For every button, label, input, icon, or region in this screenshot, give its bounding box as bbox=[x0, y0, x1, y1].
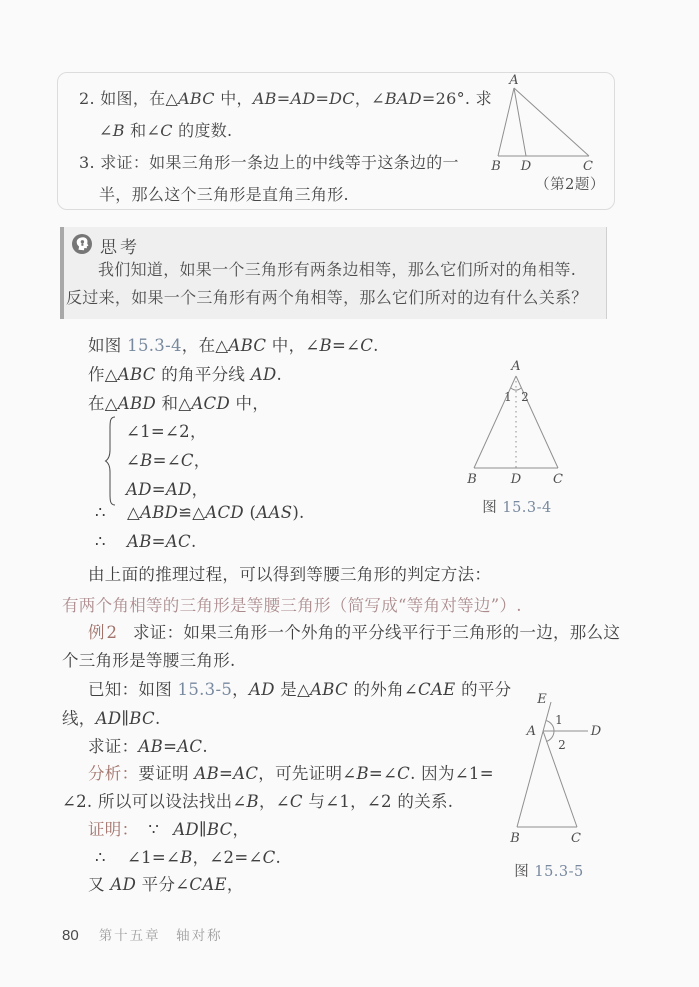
exercise-figure-caption: （第2题） bbox=[535, 177, 605, 193]
caption-prefix: 图 bbox=[514, 864, 535, 880]
exercise-3-line-2: 半，那么这个三角形是直角三角形. bbox=[99, 185, 349, 204]
system-brace bbox=[104, 416, 118, 506]
proof-continuation: 又 AD 平分∠CAE， bbox=[88, 875, 244, 894]
equation-2: ∠B=∠C， bbox=[126, 451, 211, 470]
equation-3: AD=AD， bbox=[126, 480, 209, 499]
figure-15-3-5-caption bbox=[490, 860, 608, 881]
therefore-symbol: ∴ bbox=[95, 532, 106, 551]
analysis-label: 分析： bbox=[88, 764, 139, 783]
figure-reference: 15.3-5 bbox=[177, 680, 233, 699]
text-run: 已知：如图 bbox=[88, 680, 178, 699]
exercise-2-line-2: ∠B 和∠C 的度数. bbox=[99, 121, 233, 140]
text-run: AD∥BC， bbox=[173, 820, 250, 839]
angle-label-1: 1 bbox=[504, 390, 512, 404]
chapter-title: 第十五章 轴对称 bbox=[98, 928, 223, 944]
text-run: 求证：如果三角形一个外角的平分线平行于三角形的一边，那么这 bbox=[133, 623, 621, 642]
figure-reference: 15.3-4 bbox=[127, 336, 182, 355]
analysis-line bbox=[88, 762, 494, 788]
think-right-rule bbox=[606, 227, 607, 319]
angle-label-1: 1 bbox=[555, 713, 563, 727]
vertex-label-a: A bbox=[509, 73, 519, 88]
analysis-continuation: ∠2. 所以可以设法找出∠B，∠C 与∠1，∠2 的关系. bbox=[62, 792, 454, 811]
proof-label: 证明： bbox=[88, 820, 139, 839]
think-line-2: 反过来，如果一个三角形有两个角相等，那么它们所对的边有什么关系？ bbox=[66, 288, 588, 307]
therefore-symbol: ∴ bbox=[95, 503, 106, 522]
known-continuation: 线，AD∥BC. bbox=[62, 709, 161, 728]
vertex-label-e: E bbox=[537, 692, 547, 707]
text-run: ，AD 是△ABC 的外角∠CAE 的平分 bbox=[232, 680, 512, 699]
think-line-1: 我们知道，如果一个三角形有两条边相等，那么它们所对的角相等. bbox=[98, 260, 577, 279]
figure-15-3-4-caption bbox=[452, 496, 582, 517]
figure-15-3-4-triangle bbox=[452, 356, 582, 486]
because-symbol: ∵ bbox=[148, 820, 160, 839]
text-run: △ABD≌△ACD (AAS). bbox=[127, 503, 305, 522]
example-2-continuation: 个三角形是等腰三角形. bbox=[62, 651, 236, 670]
conclusion-sides-equal bbox=[95, 530, 196, 556]
vertex-label-c: C bbox=[583, 159, 593, 174]
caption-number: 15.3-5 bbox=[534, 864, 584, 880]
text-run: ∠1=∠B，∠2=∠C. bbox=[127, 848, 282, 867]
vertex-label-b: B bbox=[510, 831, 520, 846]
vertex-label-d: D bbox=[510, 472, 522, 487]
caption-number: 15.3-4 bbox=[502, 500, 552, 516]
paragraph-method-intro: 由上面的推理过程，可以得到等腰三角形的判定方法： bbox=[88, 565, 492, 584]
vertex-label-a: A bbox=[511, 359, 521, 374]
vertex-label-d: D bbox=[590, 724, 602, 739]
to-prove-line: 求证：AB=AC. bbox=[88, 737, 208, 756]
vertex-label-b: B bbox=[467, 472, 477, 487]
proof-line bbox=[88, 818, 249, 844]
vertex-label-c: C bbox=[571, 831, 581, 846]
isosceles-judgment-rule: 有两个角相等的三角形是等腰三角形（简写成“等角对等边”）. bbox=[62, 596, 522, 615]
paragraph-figure-intro bbox=[88, 334, 379, 360]
text-run: 要证明 AB=AC，可先证明∠B=∠C. 因为∠1= bbox=[138, 764, 494, 783]
example-label: 例2 bbox=[88, 623, 119, 642]
vertex-label-a: A bbox=[526, 724, 536, 739]
text-run: AB=AC. bbox=[127, 532, 197, 551]
figure-15-3-5-triangle bbox=[490, 686, 608, 854]
page-number: 80 bbox=[62, 927, 79, 944]
equation-1: ∠1=∠2， bbox=[126, 422, 207, 441]
exercise-figure-triangle bbox=[476, 73, 616, 176]
text-run: 如图 bbox=[88, 336, 128, 355]
therefore-symbol: ∴ bbox=[95, 848, 106, 867]
example-2-line bbox=[88, 621, 620, 647]
known-line bbox=[88, 678, 511, 704]
angle-label-2: 2 bbox=[521, 390, 529, 404]
page-footer bbox=[62, 924, 223, 944]
think-left-bar bbox=[60, 227, 64, 319]
exercise-3-line-1: 3. 求证：如果三角形一条边上的中线等于这条边的一 bbox=[79, 153, 459, 172]
vertex-label-c: C bbox=[553, 472, 563, 487]
paragraph-bisector: 作△ABC 的角平分线 AD. bbox=[88, 365, 283, 384]
exercise-2-line-1: 2. 如图，在△ABC 中，AB=AD=DC，∠BAD=26°. 求 bbox=[79, 89, 492, 108]
vertex-label-b: B bbox=[491, 159, 501, 174]
thinker-head-icon bbox=[71, 233, 93, 255]
text-run: ，在△ABC 中，∠B=∠C. bbox=[181, 336, 379, 355]
vertex-label-d: D bbox=[520, 159, 532, 174]
conclusion-congruent bbox=[95, 501, 305, 527]
caption-prefix: 图 bbox=[482, 500, 503, 516]
angle-label-2: 2 bbox=[558, 738, 566, 752]
think-title: 思考 bbox=[100, 238, 140, 258]
conclusion-angles-equal bbox=[95, 846, 281, 872]
paragraph-in-triangles: 在△ABD 和△ACD 中， bbox=[88, 394, 270, 413]
think-section bbox=[60, 227, 607, 319]
